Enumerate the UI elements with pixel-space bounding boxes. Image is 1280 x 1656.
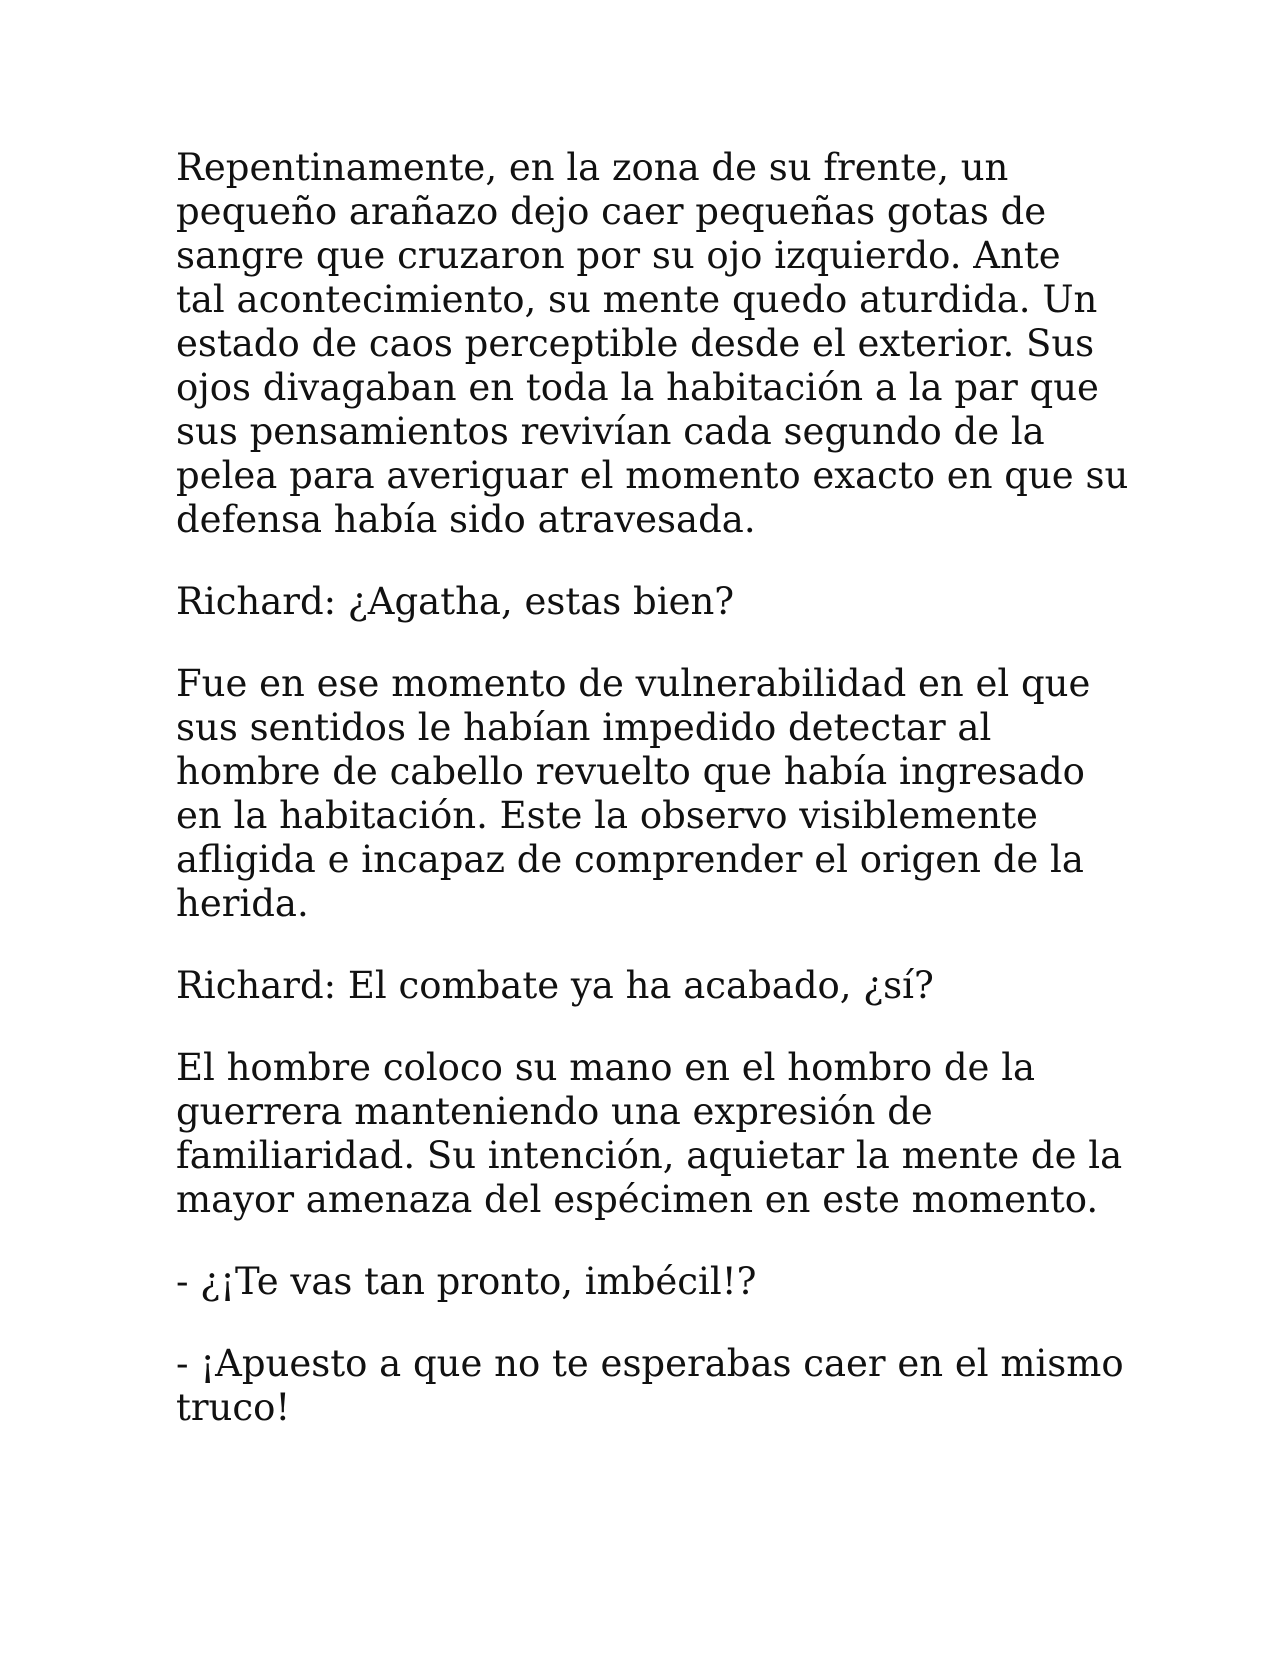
text-line: pequeño arañazo dejo caer pequeñas gotas de [176, 190, 1047, 233]
text-line: afligida e incapaz de comprender el origen de la [176, 838, 1084, 881]
text-line: defensa había sido atravesada. [176, 498, 756, 541]
text-line: tal acontecimiento, su mente quedo aturdida. Un [176, 278, 1098, 321]
text-line: sus sentidos le habían impedido detectar al [176, 706, 992, 749]
text-line: Richard: ¿Agatha, estas bien? [176, 580, 735, 623]
body-text [176, 146, 1129, 1468]
paragraph-dialogue-3 [176, 1260, 1116, 1304]
paragraph-dialogue-1 [176, 580, 1116, 624]
paragraph-narration-2 [176, 662, 1116, 926]
paragraph-narration-3 [176, 1046, 1123, 1222]
text-line: sangre que cruzaron por su ojo izquierdo. Ante [176, 234, 1061, 277]
text-line: - ¿¡Te vas tan pronto, imbécil!? [176, 1260, 757, 1303]
paragraph-dialogue-2 [176, 964, 1116, 1008]
text-line: Repentinamente, en la zona de su frente, un [176, 146, 1009, 189]
text-line: guerrera manteniendo una expresión de [176, 1090, 933, 1133]
text-line: herida. [176, 882, 309, 925]
text-line: pelea para averiguar el momento exacto en que su [176, 454, 1129, 497]
text-line: familiaridad. Su intención, aquietar la mente de la [176, 1134, 1123, 1177]
paragraph-narration-1 [176, 146, 1129, 542]
text-line: mayor amenaza del espécimen en este momento. [176, 1178, 1099, 1221]
text-line: - ¡Apuesto a que no te esperabas caer en el mismo [176, 1342, 1124, 1385]
text-line: El hombre coloco su mano en el hombro de la [176, 1046, 1036, 1089]
text-line: truco! [176, 1386, 291, 1429]
text-line: en la habitación. Este la observo visiblemente [176, 794, 1038, 837]
text-line: sus pensamientos revivían cada segundo de la [176, 410, 1045, 453]
text-line: hombre de cabello revuelto que había ingresado [176, 750, 1085, 793]
text-line: estado de caos perceptible desde el exterior. Sus [176, 322, 1095, 365]
paragraph-dialogue-4 [176, 1342, 1124, 1430]
text-line: Fue en ese momento de vulnerabilidad en el que [176, 662, 1091, 705]
text-line: ojos divagaban en toda la habitación a la par que [176, 366, 1099, 409]
text-line: Richard: El combate ya ha acabado, ¿sí? [176, 964, 934, 1007]
